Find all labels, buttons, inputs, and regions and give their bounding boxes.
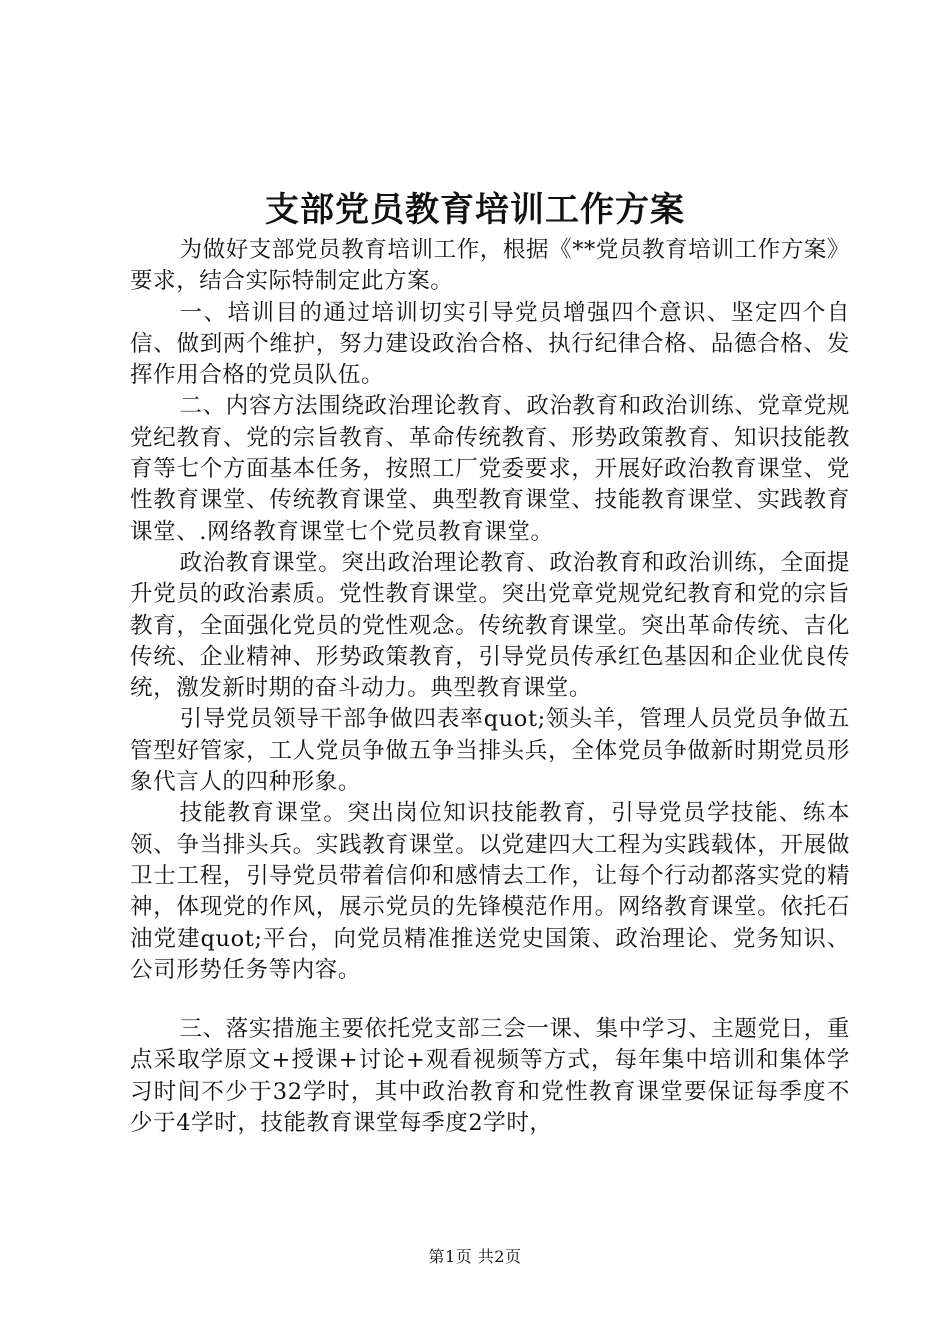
paragraph-section-3: 三、落实措施主要依托党支部三会一课、集中学习、主题党日，重点采取学原文+授课+讨论+观看视频等方式，每年集中培训和集体学习时间不少于32学时，其中政治教育和党性教育课堂要保证每季度不少于4学时，技能教育课堂每季度2学时， [130, 1016, 850, 1137]
document-body [130, 235, 850, 1139]
document-title: 支部党员教育培训工作方案 [265, 190, 685, 230]
paragraph-skills-practice: 技能教育课堂。突出岗位知识技能教育，引导党员学技能、练本领、争当排头兵。实践教育课堂。以党建四大工程为实践载体，开展做卫士工程，引导党员带着信仰和感情去工作，让每个行动都落实党的精神，体现党的作风，展示党员的先锋模范作用。网络教育课堂。依托石油党建quot;平台，向党员精准推送党史国策、政治理论、党务知识、公司形势任务等内容。 [130, 800, 850, 983]
page-number-footer: 第1页 共2页 [428, 1247, 522, 1266]
paragraph-section-2: 二、内容方法围绕政治理论教育、政治教育和政治训练、党章党规党纪教育、党的宗旨教育、革命传统教育、形势政策教育、知识技能教育等七个方面基本任务，按照工厂党委要求，开展好政治教育课堂、党性教育课堂、传统教育课堂、典型教育课堂、技能教育课堂、实践教育课堂、.网络教育课堂七个党员教育课堂。 [130, 393, 850, 545]
paragraph-spacer [130, 986, 850, 1014]
paragraph-role-models: 引导党员领导干部争做四表率quot;领头羊，管理人员党员争做五管型好管家，工人党员争做五争当排头兵，全体党员争做新时期党员形象代言人的四种形象。 [130, 706, 850, 796]
paragraph-intro: 为做好支部党员教育培训工作，根据《**党员教育培训工作方案》要求，结合实际特制定此方案。 [130, 237, 851, 295]
paragraph-classrooms: 政治教育课堂。突出政治理论教育、政治教育和政治训练，全面提升党员的政治素质。党性教育课堂。突出党章党规党纪教育和党的宗旨教育，全面强化党员的党性观念。传统教育课堂。突出革命传统、吉化传统、企业精神、形势政策教育，引导党员传承红色基因和企业优良传统，激发新时期的奋斗动力。典型教育课堂。 [130, 549, 850, 702]
paragraph-section-1: 一、培训目的通过培训切实引导党员增强四个意识、坚定四个自信、做到两个维护，努力建设政治合格、执行纪律合格、品德合格、发挥作用合格的党员队伍。 [130, 299, 850, 389]
